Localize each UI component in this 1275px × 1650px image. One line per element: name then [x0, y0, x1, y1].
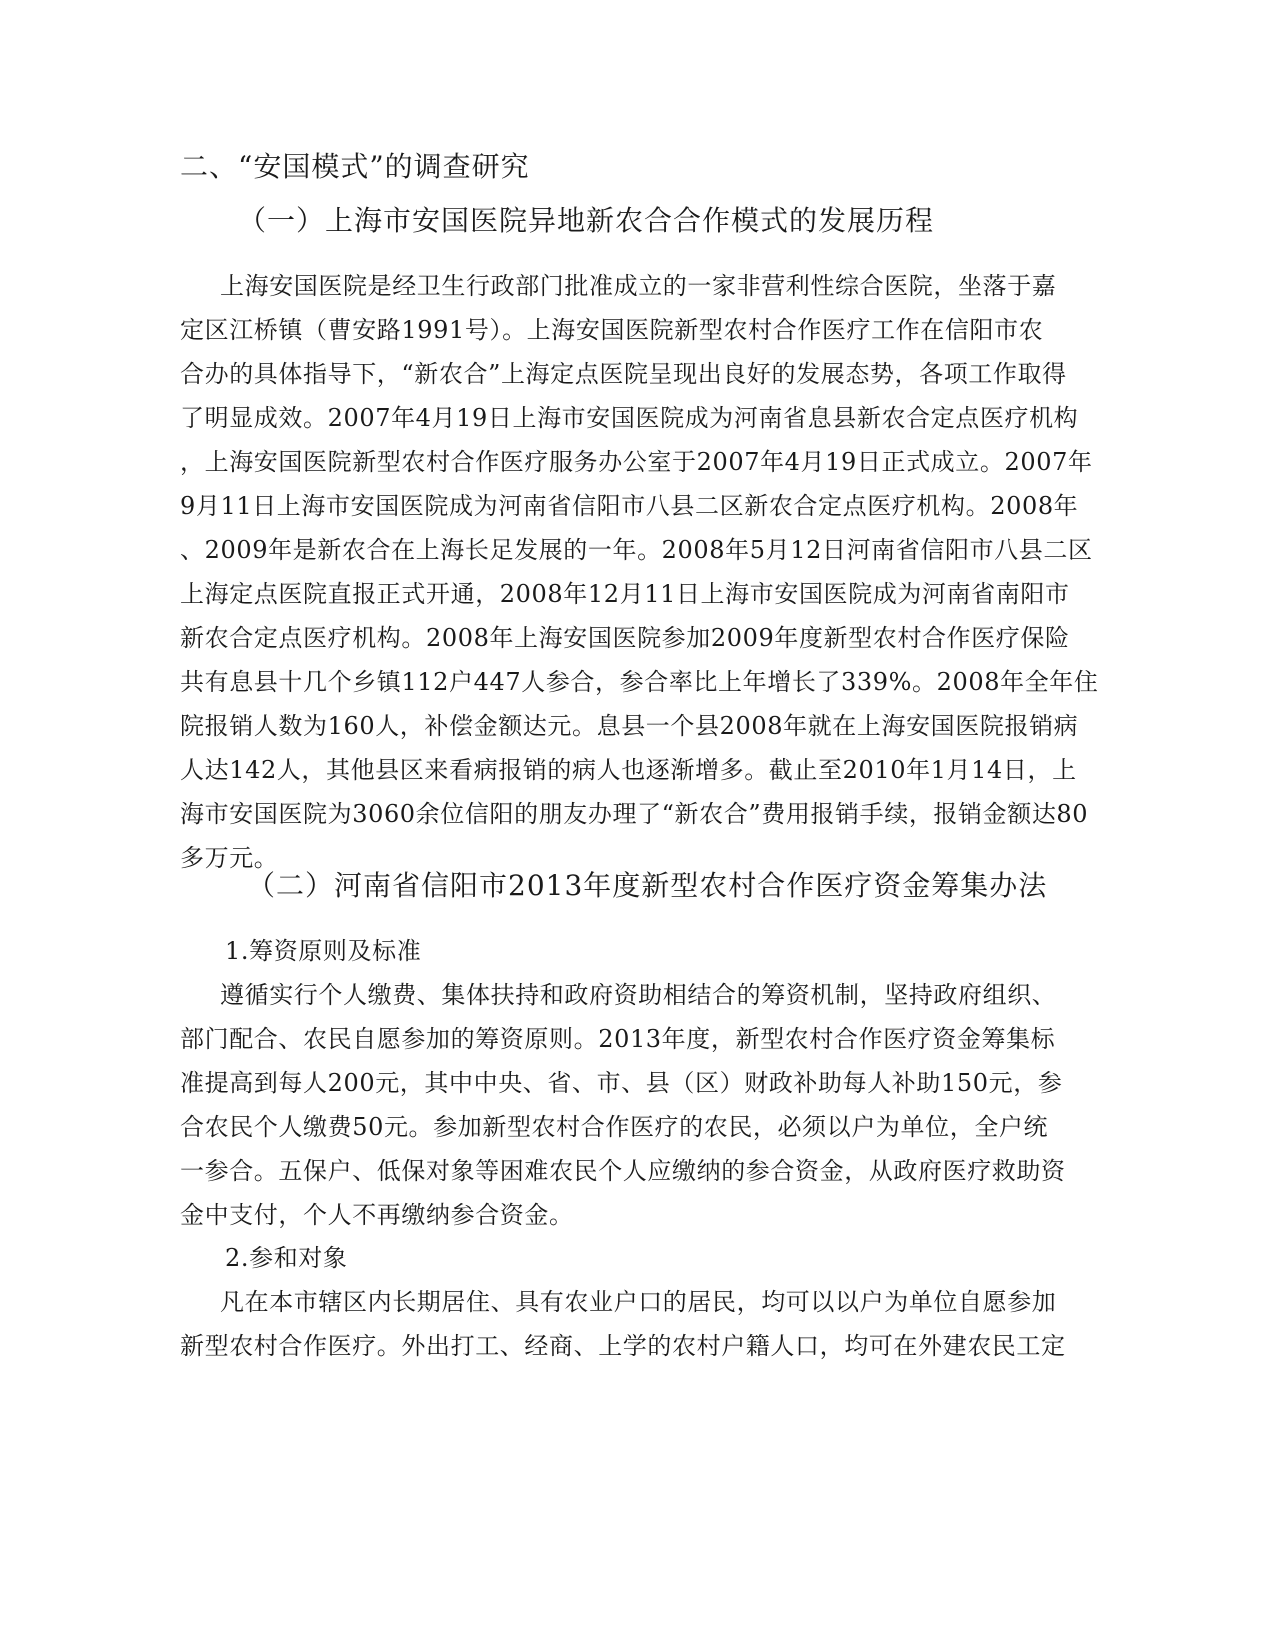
subsection-heading: （一）上海市安国医院异地新农合合作模式的发展历程 [238, 204, 935, 237]
paragraph-line: 上海定点医院直报正式开通，2008年12月11日上海市安国医院成为河南省南阳市 [180, 580, 1070, 608]
paragraph-line: 上海安国医院是经卫生行政部门批准成立的一家非营利性综合医院，坐落于嘉 [220, 272, 1057, 300]
paragraph-line: 院报销人数为160人，补偿金额达元。息县一个县2008年就在上海安国医院报销病 [180, 712, 1079, 740]
paragraph-line: 了明显成效。2007年4月19日上海市安国医院成为河南省息县新农合定点医疗机构 [180, 404, 1079, 432]
subsection-heading: （二）河南省信阳市2013年度新型农村合作医疗资金筹集办法 [247, 869, 1048, 902]
paragraph-line: 准提高到每人200元，其中中央、省、市、县（区）财政补助每人补助150元，参 [180, 1069, 1063, 1097]
paragraph-line: 部门配合、农民自愿参加的筹资原则。2013年度，新型农村合作医疗资金筹集标 [180, 1025, 1056, 1053]
paragraph-line: 共有息县十几个乡镇112户447人参合，参合率比上年增长了339%。2008年全年住 [180, 668, 1099, 696]
item-heading: 2.参和对象 [225, 1244, 348, 1272]
paragraph-line: 新型农村合作医疗。外出打工、经商、上学的农村户籍人口，均可在外建农民工定 [180, 1332, 1066, 1360]
paragraph-line: 遵循实行个人缴费、集体扶持和政府资助相结合的筹资机制，坚持政府组织、 [220, 981, 1057, 1009]
paragraph-line: 合农民个人缴费50元。参加新型农村合作医疗的农民，必须以户为单位，全户统 [180, 1113, 1049, 1141]
paragraph-line: 定区江桥镇（曹安路1991号）。上海安国医院新型农村合作医疗工作在信阳市农 [180, 316, 1044, 344]
paragraph-line: 人达142人，其他县区来看病报销的病人也逐渐增多。截止至2010年1月14日，上 [180, 756, 1077, 784]
paragraph-line: 合办的具体指导下，“新农合”上海定点医院呈现出良好的发展态势，各项工作取得 [180, 360, 1067, 388]
paragraph-line: 新农合定点医疗机构。2008年上海安国医院参加2009年度新型农村合作医疗保险 [180, 624, 1070, 652]
item-heading: 1.筹资原则及标准 [225, 937, 422, 965]
paragraph-line: ，上海安国医院新型农村合作医疗服务办公室于2007年4月19日正式成立。2007年 [180, 448, 1093, 476]
paragraph-line: 一参合。五保户、低保对象等困难农民个人应缴纳的参合资金，从政府医疗救助资 [180, 1157, 1066, 1185]
paragraph-line: 海市安国医院为3060余位信阳的朋友办理了“新农合”费用报销手续，报销金额达80 [180, 800, 1089, 828]
paragraph-line: 金中支付，个人不再缴纳参合资金。 [180, 1201, 574, 1229]
paragraph-line: 多万元。 [180, 844, 279, 872]
paragraph-line: 凡在本市辖区内长期居住、具有农业户口的居民，均可以以户为单位自愿参加 [220, 1288, 1057, 1316]
paragraph-line: 、2009年是新农合在上海长足发展的一年。2008年5月12日河南省信阳市八县二区 [180, 536, 1093, 564]
section-heading: 二、“安国模式”的调查研究 [180, 150, 530, 183]
paragraph-line: 9月11日上海市安国医院成为河南省信阳市八县二区新农合定点医疗机构。2008年 [180, 492, 1079, 520]
